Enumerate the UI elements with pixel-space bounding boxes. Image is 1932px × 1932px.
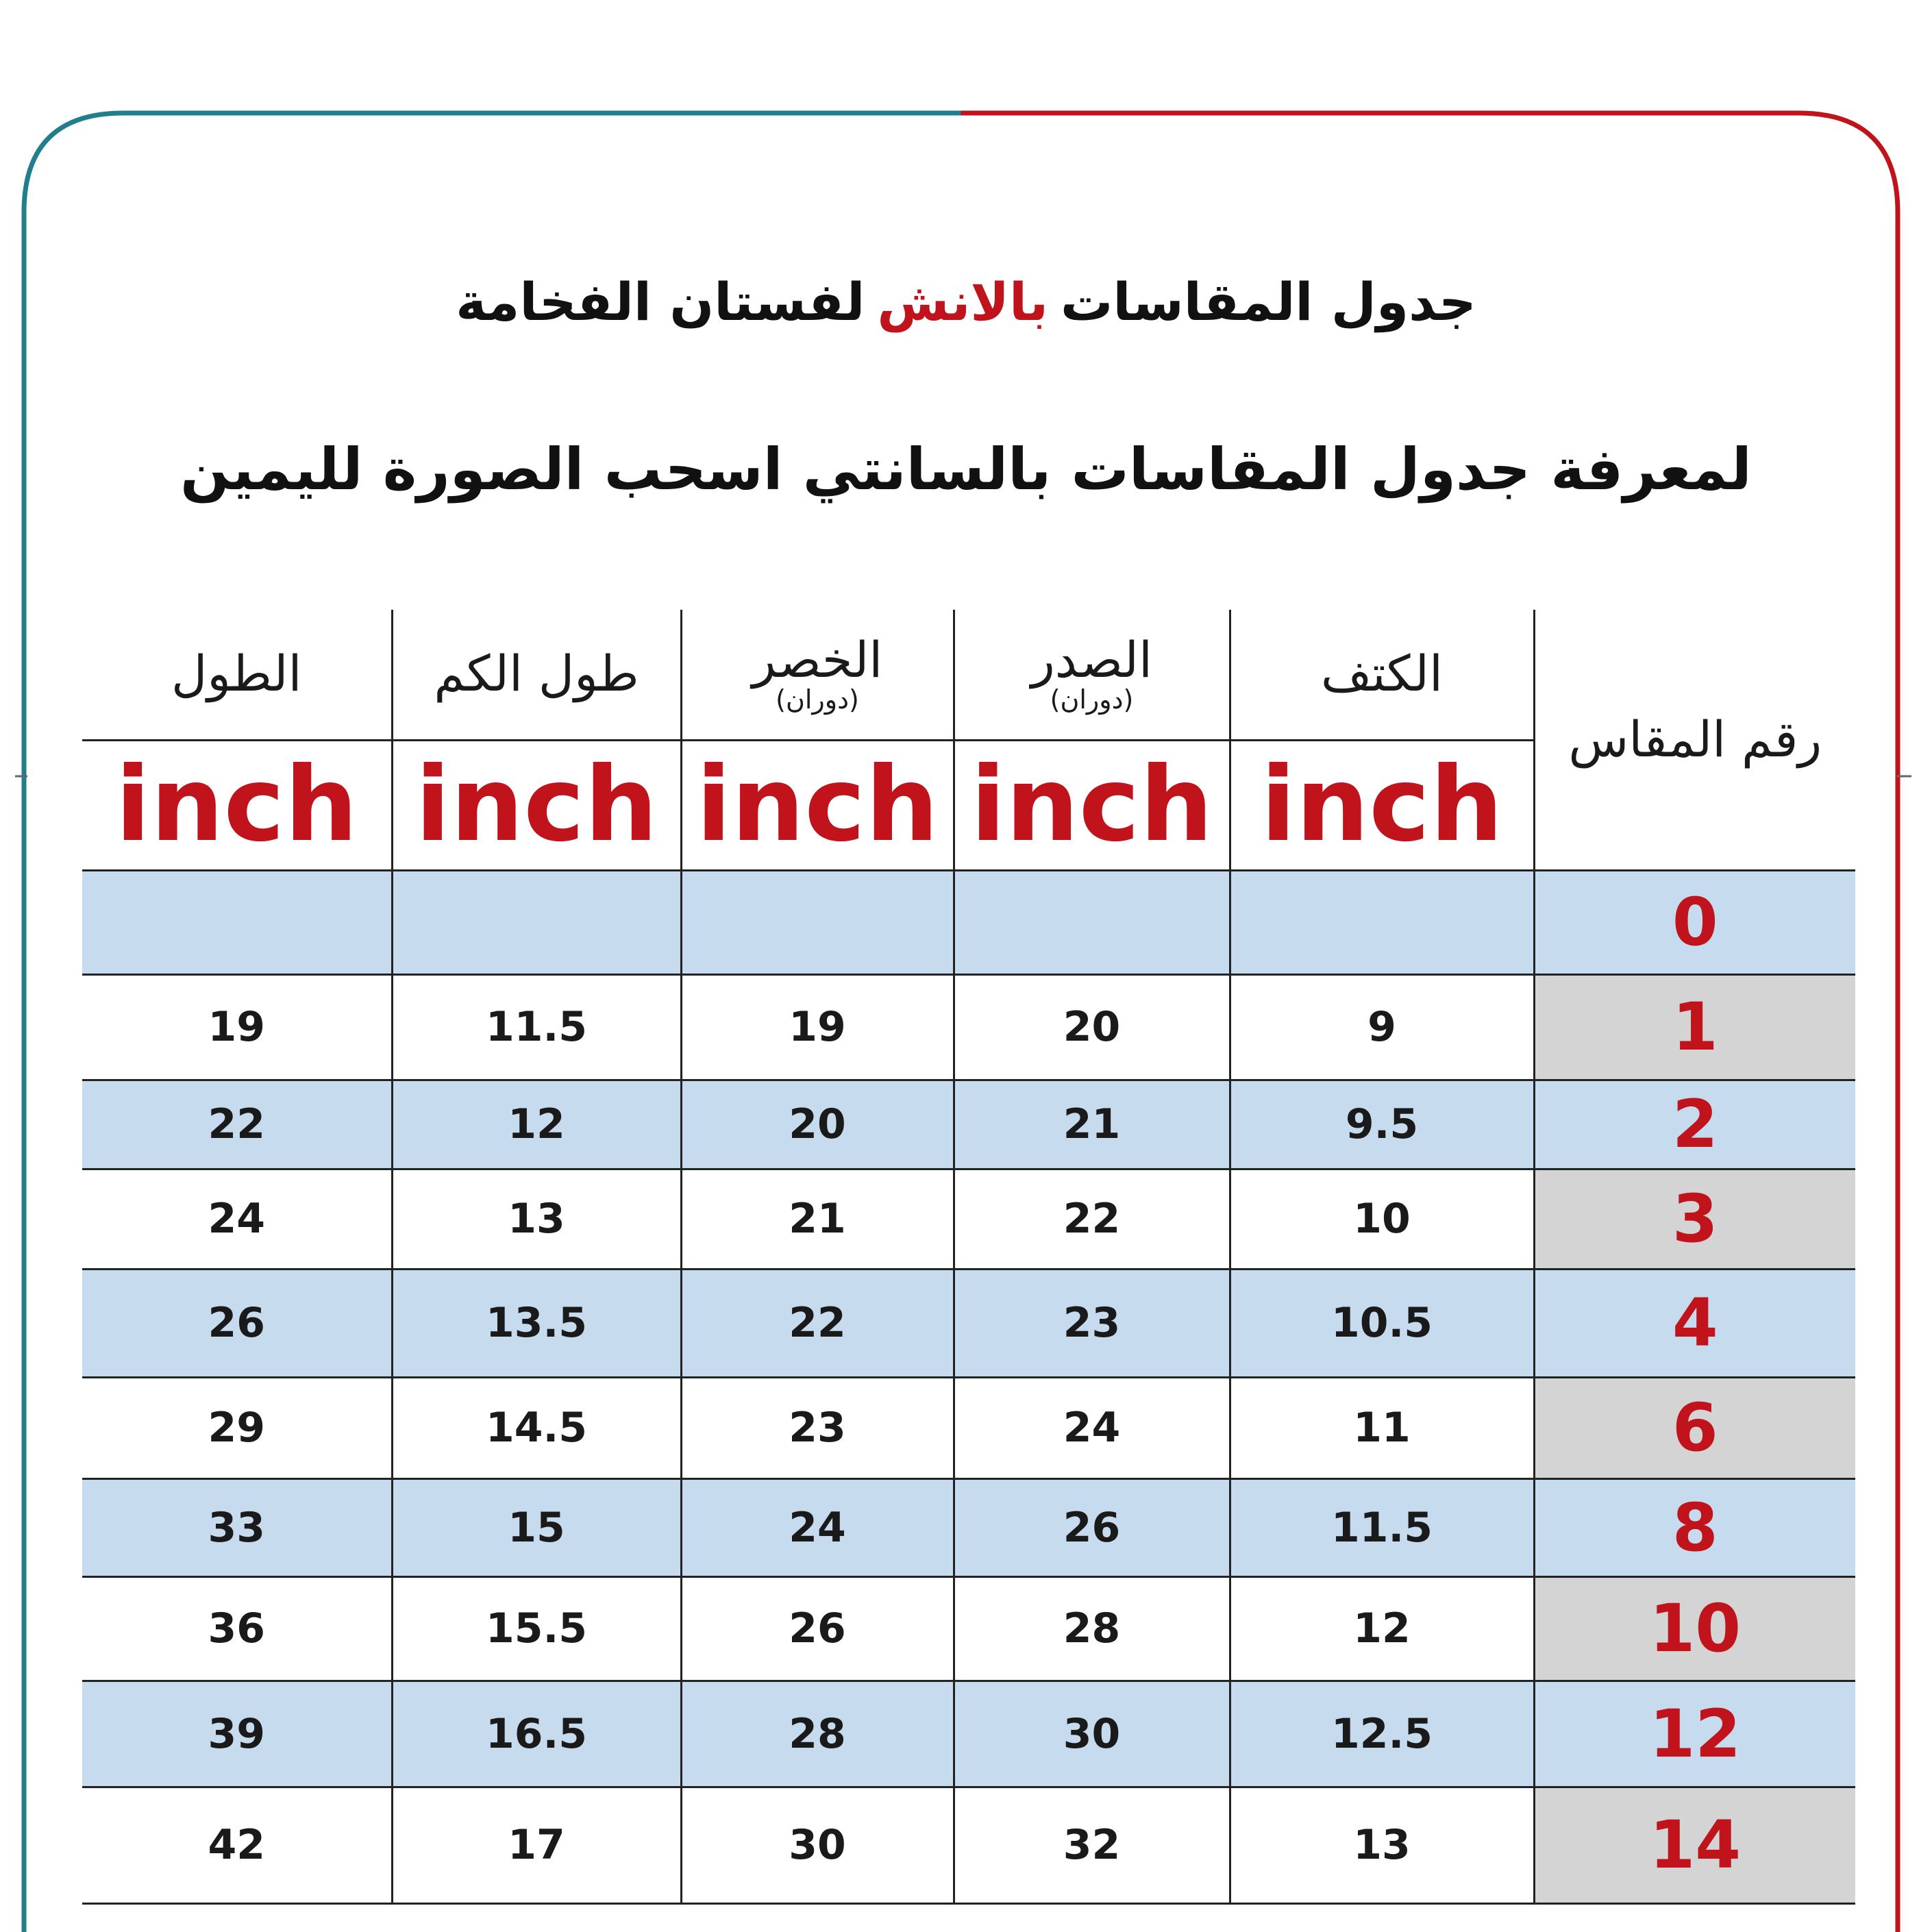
table-cell: 21	[681, 1169, 954, 1269]
size-number-cell: 3	[1534, 1169, 1855, 1269]
table-cell: 11.5	[1230, 1478, 1534, 1576]
col-label: الكتف	[1321, 645, 1443, 703]
table-cell	[954, 870, 1230, 974]
table-cell: 42	[82, 1787, 392, 1903]
col-label: طول الكم	[434, 645, 639, 703]
table-cell: 20	[681, 1080, 954, 1169]
unit-label: inch	[954, 740, 1230, 870]
col-header-length	[82, 610, 392, 740]
table-cell: 36	[82, 1576, 392, 1681]
table-cell: 22	[954, 1169, 1230, 1269]
unit-label: inch	[392, 740, 681, 870]
page-subtitle: لمعرفة جدول المقاسات بالسانتي اسحب الصورة لليمين	[180, 436, 1752, 503]
table-row	[82, 1576, 1855, 1681]
table-cell: 28	[681, 1681, 954, 1787]
title-part2: لفستان الفخامة	[456, 271, 865, 332]
col-label: الخصر	[752, 630, 883, 689]
size-number-cell: 1	[1534, 974, 1855, 1080]
title-highlight: بالانش	[877, 271, 1049, 332]
table-cell: 13	[1230, 1787, 1534, 1903]
table-cell: 32	[954, 1787, 1230, 1903]
table-cell: 9.5	[1230, 1080, 1534, 1169]
page-title	[274, 253, 1658, 349]
table-cell: 22	[82, 1080, 392, 1169]
table-cell: 9	[1230, 974, 1534, 1080]
size-number-cell: 12	[1534, 1681, 1855, 1787]
table-cell: 24	[681, 1478, 954, 1576]
size-number-header: رقم المقاس	[1534, 610, 1855, 870]
table-cell: 28	[954, 1576, 1230, 1681]
table-cell: 26	[82, 1269, 392, 1377]
size-number-cell: 10	[1534, 1576, 1855, 1681]
table-cell: 39	[82, 1681, 392, 1787]
table-cell: 15	[392, 1478, 681, 1576]
table-cell: 10.5	[1230, 1269, 1534, 1377]
table-cell: 26	[954, 1478, 1230, 1576]
table-cell: 12.5	[1230, 1681, 1534, 1787]
col-header-chest	[954, 610, 1230, 740]
table-cell: 19	[681, 974, 954, 1080]
table-cell: 10	[1230, 1169, 1534, 1269]
table-cell: 20	[954, 974, 1230, 1080]
col-header-sleeve-length	[392, 610, 681, 740]
table-cell	[82, 870, 392, 974]
table-cell: 13	[392, 1169, 681, 1269]
table-cell: 12	[1230, 1576, 1534, 1681]
table-cell	[681, 870, 954, 974]
unit-label: inch	[681, 740, 954, 870]
unit-label: inch	[1230, 740, 1534, 870]
table-cell: 23	[954, 1269, 1230, 1377]
size-number-cell: 2	[1534, 1080, 1855, 1169]
table-cell: 21	[954, 1080, 1230, 1169]
table-cell: 11.5	[392, 974, 681, 1080]
table-cell: 30	[681, 1787, 954, 1903]
size-number-cell: 14	[1534, 1787, 1855, 1903]
table-cell: 19	[82, 974, 392, 1080]
col-sublabel: (دوران)	[1050, 684, 1134, 715]
unit-label: inch	[82, 740, 392, 870]
table-cell: 11	[1230, 1377, 1534, 1478]
table-cell: 14.5	[392, 1377, 681, 1478]
size-number-cell: 4	[1534, 1269, 1855, 1377]
table-cell: 17	[392, 1787, 681, 1903]
size-chart-table	[82, 610, 1855, 1905]
table-cell: 15.5	[392, 1576, 681, 1681]
table-cell: 12	[392, 1080, 681, 1169]
table-cell: 26	[681, 1576, 954, 1681]
table-row	[82, 974, 1855, 1080]
table-cell: 24	[82, 1169, 392, 1269]
table-cell: 22	[681, 1269, 954, 1377]
size-number-cell: 0	[1534, 870, 1855, 974]
table-row	[82, 1080, 1855, 1169]
table-cell: 24	[954, 1377, 1230, 1478]
table-row	[82, 1681, 1855, 1787]
col-label: الطول	[171, 645, 302, 703]
table-cell: 33	[82, 1478, 392, 1576]
table-cell: 29	[82, 1377, 392, 1478]
table-cell	[1230, 870, 1534, 974]
size-number-cell: 8	[1534, 1478, 1855, 1576]
col-header-waist	[681, 610, 954, 740]
table-cell: 16.5	[392, 1681, 681, 1787]
table-row	[82, 1787, 1855, 1903]
size-number-cell: 6	[1534, 1377, 1855, 1478]
table-cell: 30	[954, 1681, 1230, 1787]
table-cell: 23	[681, 1377, 954, 1478]
table-row	[82, 870, 1855, 974]
table-row	[82, 1169, 1855, 1269]
table-cell	[392, 870, 681, 974]
col-label: الصدر	[1031, 630, 1152, 689]
col-header-shoulder	[1230, 610, 1534, 740]
col-sublabel: (دوران)	[776, 684, 859, 715]
title-part1: جدول المقاسات	[1061, 271, 1476, 332]
table-row	[82, 1478, 1855, 1576]
table-row	[82, 1377, 1855, 1478]
table-row	[82, 1269, 1855, 1377]
table-cell: 13.5	[392, 1269, 681, 1377]
